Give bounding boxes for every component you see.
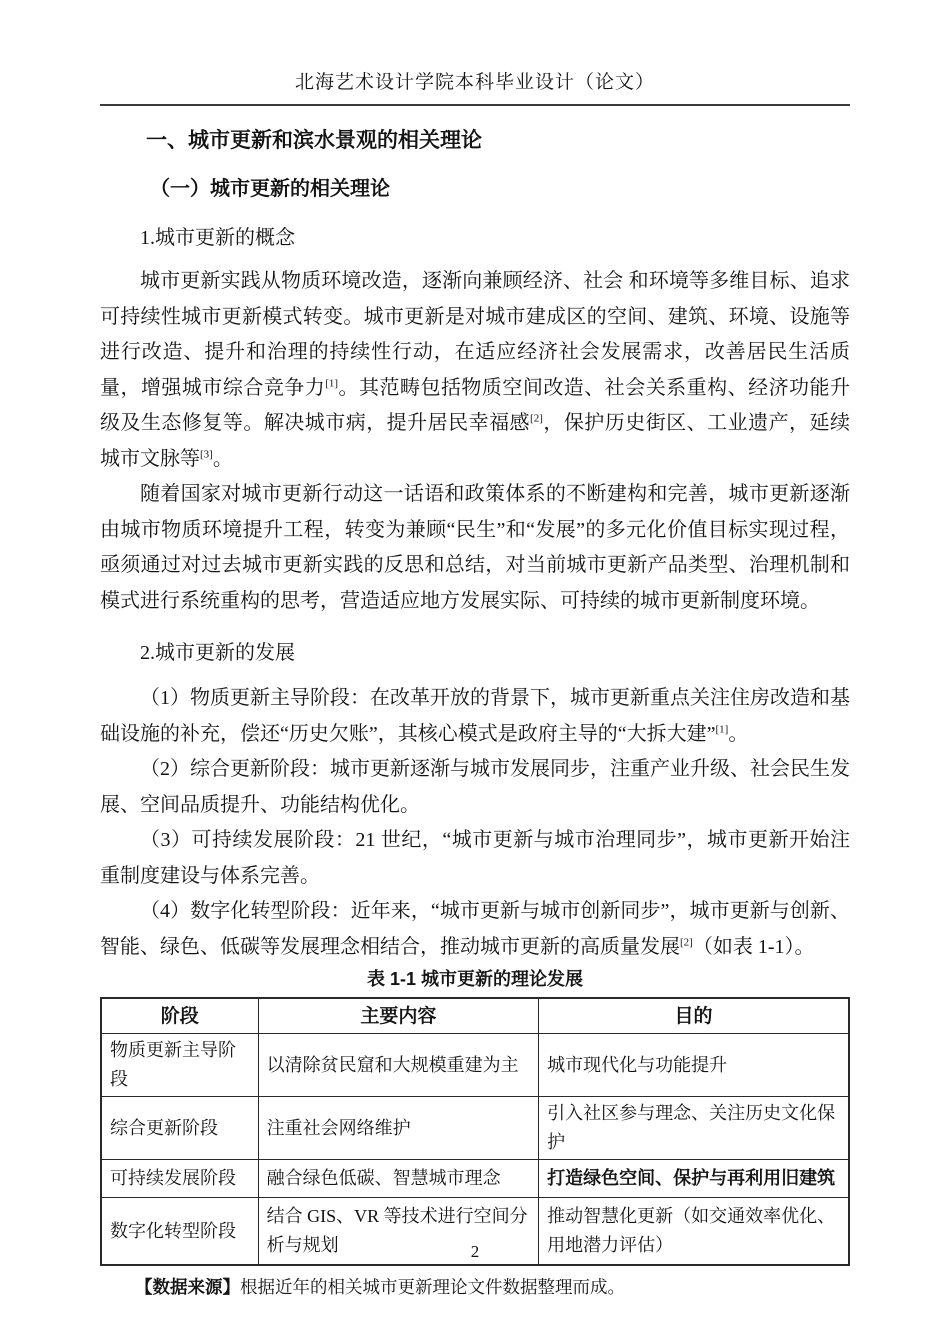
- list-item-2: （2）综合更新阶段：城市更新逐渐与城市发展同步，注重产业升级、社会民生发展、空间品质提升、功能结构优化。: [100, 758, 850, 816]
- page-header: [100, 70, 850, 106]
- citation-superscript: [2]: [680, 935, 693, 948]
- page-number: 2: [470, 1242, 480, 1261]
- cell-stage: 可持续发展阶段: [101, 1160, 258, 1198]
- cell-purpose: 引入社区参与理念、关注历史文化保护: [539, 1097, 849, 1160]
- subsection-heading-1: 1.城市更新的概念: [140, 227, 295, 249]
- cell-purpose: 城市现代化与功能提升: [539, 1034, 849, 1097]
- section-heading: （一）城市更新的相关理论: [150, 178, 390, 200]
- source-note-label: 【数据来源】: [135, 1277, 240, 1297]
- cell-stage: 物质更新主导阶段: [101, 1034, 258, 1097]
- cell-content: 结合 GIS、VR 等技术进行空间分析与规划: [258, 1198, 539, 1266]
- table-caption: 表 1-1 城市更新的理论发展: [366, 969, 584, 989]
- column-header-purpose: 目的: [539, 998, 849, 1034]
- list-item-3: （3）可持续发展阶段：21 世纪，“城市更新与城市治理同步”，城市更新开始注重制度建设与体系完善。: [100, 829, 850, 887]
- citation-superscript: [2]: [530, 412, 543, 425]
- table-row: [101, 1034, 849, 1097]
- cell-purpose: 打造绿色空间、保护与再利用旧建筑: [539, 1160, 849, 1198]
- list-item-1: （1）物质更新主导阶段：在改革开放的背景下，城市更新重点关注住房改造和基础设施的补充，偿还“历史欠账”，其核心模式是政府主导的“大拆大建”[1]。: [100, 687, 850, 745]
- cell-purpose: 推动智慧化更新（如交通效率优化、用地潜力评估）: [539, 1198, 849, 1266]
- table-row: [101, 1160, 849, 1198]
- citation-superscript: [1]: [325, 376, 339, 389]
- cell-stage: 综合更新阶段: [101, 1097, 258, 1160]
- chapter-heading: 一、城市更新和滨水景观的相关理论: [146, 129, 482, 152]
- citation-superscript: [1]: [715, 722, 729, 735]
- column-header-content: 主要内容: [258, 998, 539, 1034]
- cell-content: 注重社会网络维护: [258, 1097, 539, 1160]
- body-paragraph-2: 随着国家对城市更新行动这一话语和政策体系的不断建构和完善，城市更新逐渐由城市物质环境提升工程，转变为兼顾“民生”和“发展”的多元化价值目标实现过程，亟须通过对过去城市更新实践的反思和总结，对当前城市更新产品类型、治理机制和模式进行系统重构的思考，营造适应地方发展实际、可持续的城市更新制度环境。: [100, 483, 850, 612]
- column-header-stage: 阶段: [101, 998, 258, 1034]
- table-source-note: [100, 1275, 850, 1299]
- cell-stage: 数字化转型阶段: [101, 1198, 258, 1266]
- body-paragraph-1: 城市更新实践从物质环境改造，逐渐向兼顾经济、社会 和环境等多维目标、追求可持续性城市更新模式转变。城市更新是对城市建成区的空间、建筑、环境、设施等进行改造、提升和治理的持续性行动，在适应经济社会发展需求，改善居民生活质量，增强城市综合竞争力[1]。其范畴包括物质空间改造、社会关系重构、经济功能升级及生态修复等。解决城市病，提升居民幸福感[2]，保护历史街区、工业遗产，延续城市文脉等[3]。: [100, 270, 851, 470]
- subsection-heading-2: 2.城市更新的发展: [140, 642, 295, 664]
- table-header-row: [101, 998, 849, 1034]
- citation-superscript: [3]: [200, 447, 213, 460]
- table-row: [101, 1097, 849, 1160]
- page-header-title: 北海艺术设计学院本科毕业设计（论文）: [294, 72, 655, 93]
- cell-content: 融合绿色低碳、智慧城市理念: [258, 1160, 539, 1198]
- theory-development-table: [100, 997, 850, 1266]
- source-note-text: 根据近年的相关城市更新理论文件数据整理而成。: [240, 1277, 625, 1297]
- cell-content: 以清除贫民窟和大规模重建为主: [258, 1034, 539, 1097]
- list-item-4: （4）数字化转型阶段：近年来，“城市更新与城市创新同步”，城市更新与创新、智能、绿色、低碳等发展理念相结合，推动城市更新的高质量发展[2]（如表 1-1）。: [100, 900, 850, 958]
